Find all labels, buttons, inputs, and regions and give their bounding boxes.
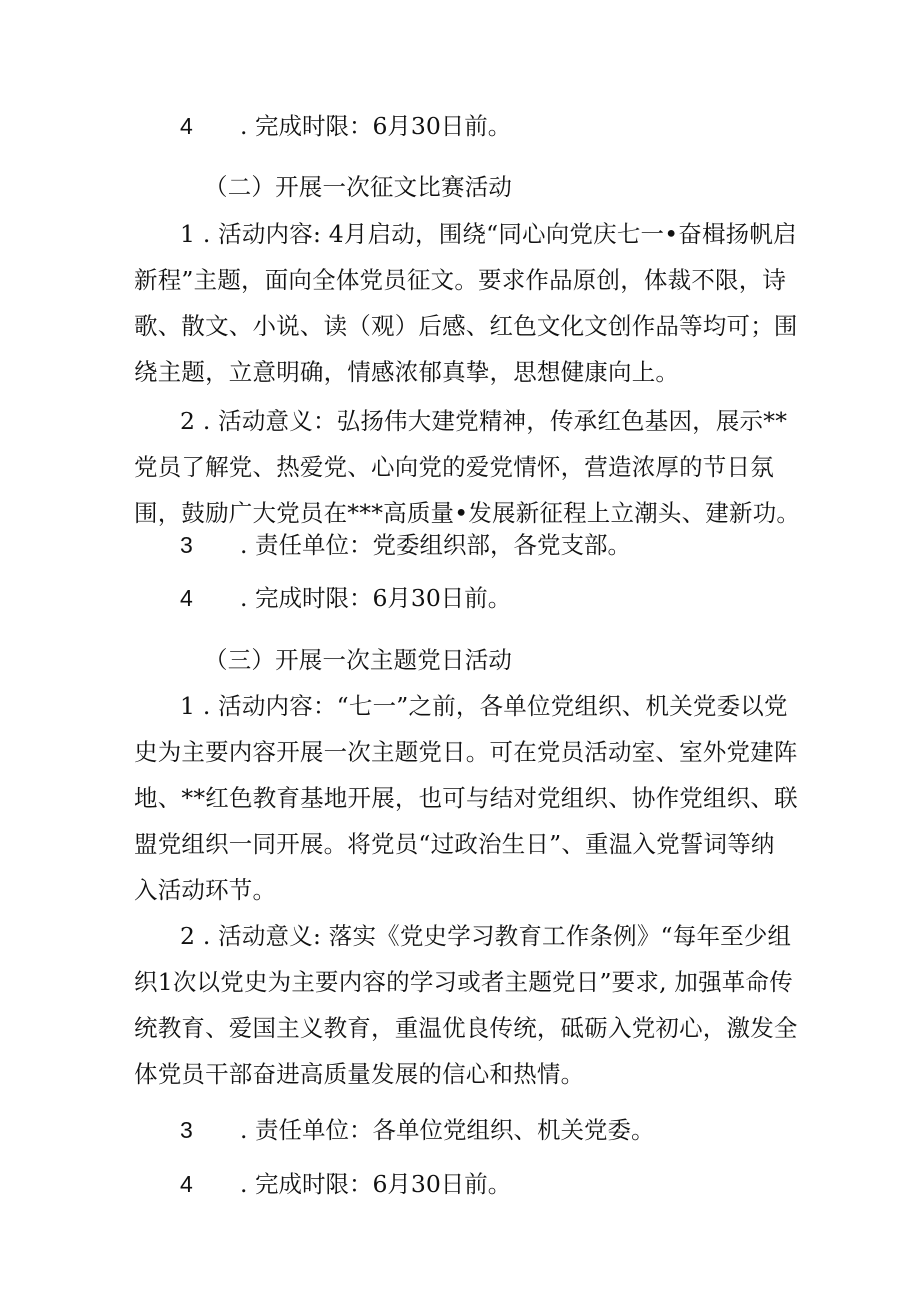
section-heading: （二）开展一次征文比赛活动 [204, 173, 513, 201]
deadline-text: . 完成时限：6月30日前。 [240, 1170, 512, 1198]
section-heading: （三）开展一次主题党日活动 [204, 646, 513, 674]
paragraph-line: 围，鼓励广大党员在***高质量•发展新征程上立潮头、建新功。 [134, 499, 801, 527]
paragraph-line: 新程”主题，面向全体党员征文。要求作品原创，体裁不限，诗 [134, 266, 787, 294]
paragraph-line: 织1次以党史为主要内容的学习或者主题党日”要求, 加强革命传 [134, 968, 793, 996]
paragraph-line: 地、**红色教育基地开展，也可与结对党组织、协作党组织、联 [134, 784, 798, 812]
paragraph-line: 党员了解党、热爱党、心向党的爱党情怀，营造浓厚的节日氛 [134, 453, 774, 481]
paragraph-line: 盟党组织一同开展。将党员“过政治生日”、重温入党誓词等纳 [134, 830, 775, 858]
responsible-unit-text: . 责任单位：党委组织部，各党支部。 [240, 531, 631, 559]
paragraph-line: 歌、散文、小说、读（观）后感、红色文化文创作品等均可；围 [134, 312, 798, 340]
paragraph-line: 2 . 活动意义: 落实《党史学习教育工作条例》“每年至少组 [180, 922, 792, 950]
item-number: 3 [180, 532, 193, 558]
paragraph-line: 绕主题，立意明确，情感浓郁真挚，思想健康向上。 [134, 358, 680, 386]
responsible-unit-text: . 责任单位：各单位党组织、机关党委。 [240, 1116, 655, 1144]
item-number: 4 [180, 113, 193, 139]
paragraph-line: 统教育、爱国主义教育，重温优良传统，砥砺入党初心，激发全 [134, 1014, 798, 1042]
paragraph-line: 1 . 活动内容: 4月启动，围绕“同心向党庆七一•奋楫扬帆启 [180, 220, 797, 248]
paragraph-line: 2 . 活动意义：弘扬伟大建党精神，传承红色基因，展示** [180, 407, 788, 435]
paragraph-line: 史为主要内容开展一次主题党日。可在党员活动室、室外党建阵 [134, 738, 798, 766]
item-number: 3 [180, 1117, 193, 1143]
deadline-text: . 完成时限：6月30日前。 [240, 584, 512, 612]
paragraph-line: 入活动环节。 [134, 876, 277, 904]
deadline-text: . 完成时限：6月30日前。 [240, 112, 512, 140]
paragraph-line: 体党员干部奋进高质量发展的信心和热情。 [134, 1060, 585, 1088]
item-number: 4 [180, 1171, 193, 1197]
item-number: 4 [180, 585, 193, 611]
paragraph-line: 1 . 活动内容：“七一”之前，各单位党组织、机关党委以党 [180, 692, 788, 720]
